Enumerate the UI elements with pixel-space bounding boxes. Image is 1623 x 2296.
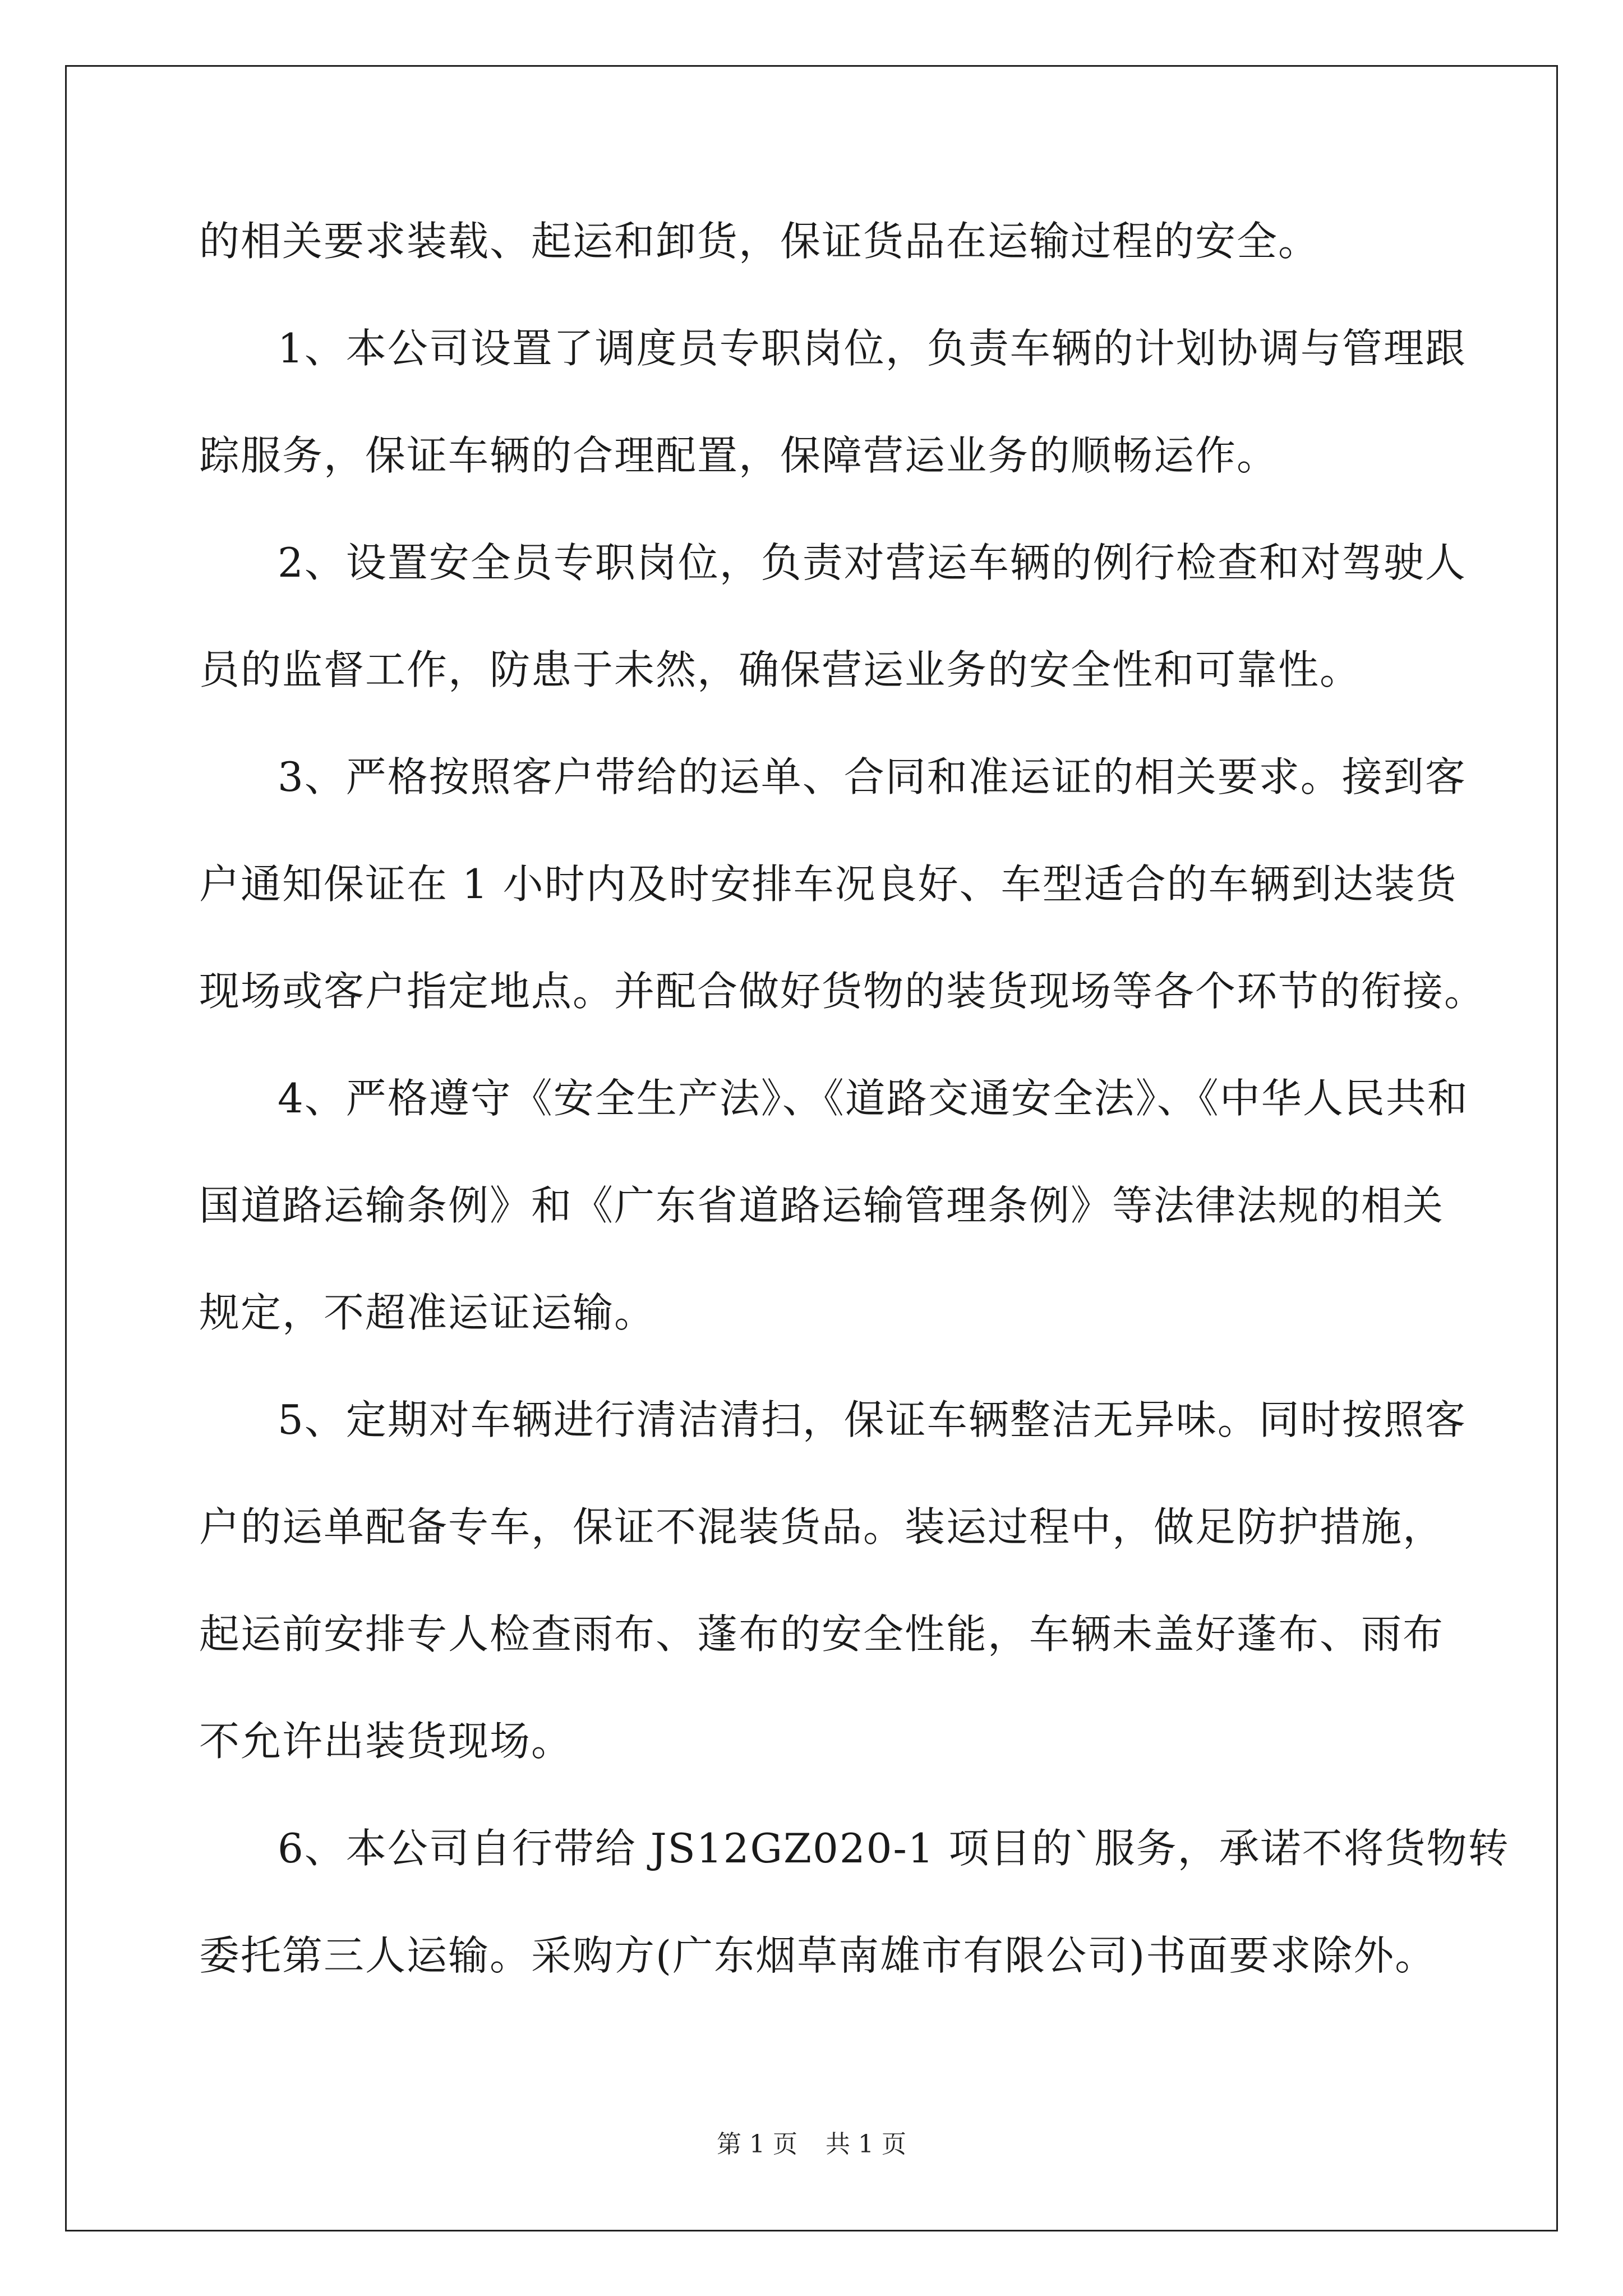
text-line: 起运前安排专人检查雨布、蓬布的安全性能，车辆未盖好蓬布、雨布 xyxy=(199,1611,1445,1658)
text-line: 4、严格遵守《安全生产法》、《道路交通安全法》、《中华人民共和 xyxy=(278,1075,1469,1122)
text-line: 的相关要求装载、起运和卸货，保证货品在运输过程的安全。 xyxy=(199,218,1320,265)
page-footer xyxy=(0,2128,1623,2161)
text-line: 户通知保证在 1 小时内及时安排车况良好、车型适合的车辆到达装货 xyxy=(199,861,1458,908)
text-line: 6、本公司自行带给 JS12GZ020-1 项目的`服务，承诺不将货物转 xyxy=(278,1825,1510,1872)
text-line: 5、定期对车辆进行清洁清扫，保证车辆整洁无异味。同时按照客 xyxy=(278,1396,1467,1443)
text-line: 现场或客户指定地点。并配合做好货物的装货现场等各个环节的衔接。 xyxy=(199,968,1486,1015)
text-line: 踪服务，保证车辆的合理配置，保障营运业务的顺畅运作。 xyxy=(199,432,1279,479)
text-line: 规定，不超准运证运输。 xyxy=(199,1289,656,1336)
text-line: 不允许出装货现场。 xyxy=(199,1718,573,1765)
page-total: 共 1 页 xyxy=(826,2130,906,2159)
page-border xyxy=(65,65,1558,2231)
text-line: 员的监督工作，防患于未然，确保营运业务的安全性和可靠性。 xyxy=(199,646,1362,693)
text-line: 户的运单配备专车，保证不混装货品。装运过程中，做足防护措施， xyxy=(199,1503,1445,1550)
page-number: 第 1 页 xyxy=(717,2130,797,2159)
text-line: 2、设置安全员专职岗位，负责对营运车辆的例行检查和对驾驶人 xyxy=(278,539,1467,586)
text-line: 3、严格按照客户带给的运单、合同和准运证的相关要求。接到客 xyxy=(278,753,1467,800)
text-line: 1、本公司设置了调度员专职岗位，负责车辆的计划协调与管理跟 xyxy=(278,325,1467,372)
text-line: 国道路运输条例》和《广东省道路运输管理条例》等法律法规的相关 xyxy=(199,1182,1445,1229)
text-line: 委托第三人运输。采购方(广东烟草南雄市有限公司)书面要求除外。 xyxy=(199,1932,1437,1979)
